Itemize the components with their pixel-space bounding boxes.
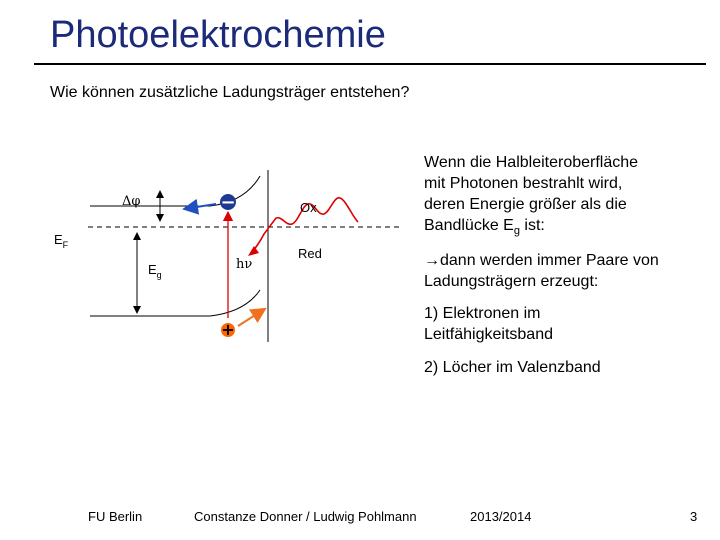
potential-label: Δφ bbox=[122, 194, 141, 209]
footer-authors: Constanze Donner / Ludwig Pohlmann bbox=[194, 509, 417, 524]
consequence-line: Ladungsträgern erzeugt: bbox=[424, 273, 599, 290]
page-title: Photoelektrochemie bbox=[50, 14, 386, 56]
bandgap-label: $E_g$ bbox=[148, 262, 162, 280]
fermi-label: $E_F$ bbox=[54, 232, 69, 250]
list-item-electrons: 1) Elektronen im Leitfähigkeitsband bbox=[424, 305, 553, 343]
explanation-line: Bandlücke $E_g$ ist: bbox=[424, 217, 545, 238]
consequence-line: →dann werden immer Paare von bbox=[424, 252, 659, 269]
arrow-right-icon: → bbox=[424, 252, 440, 269]
electron-sign: − bbox=[220, 192, 236, 213]
title-divider bbox=[34, 63, 706, 65]
hole-sign: + bbox=[221, 320, 235, 339]
photon-energy-label: hν bbox=[236, 257, 253, 272]
footer-term: 2013/2014 bbox=[470, 509, 532, 524]
band-diagram bbox=[40, 150, 420, 350]
valence-band bbox=[90, 290, 260, 316]
oxidized-species-label: Ox bbox=[300, 200, 317, 215]
footer-institution: FU Berlin bbox=[88, 509, 143, 524]
list-item-holes: 2) Löcher im Valenzband bbox=[424, 359, 601, 376]
reduced-species-label: Red bbox=[298, 246, 322, 261]
explanation-text bbox=[424, 152, 638, 242]
explanation-line: mit Photonen bestrahlt wird, bbox=[424, 175, 623, 192]
explanation-line: Wenn die Halbleiteroberfläche bbox=[424, 154, 639, 171]
hole-arrow bbox=[238, 312, 260, 326]
slide-subtitle: Wie können zusätzliche Ladungsträger entstehen? bbox=[50, 84, 410, 101]
explanation-line: deren Energie größer als die bbox=[424, 196, 627, 213]
photon-wave-head bbox=[248, 246, 259, 256]
page-number: 3 bbox=[690, 509, 698, 524]
consequence-text bbox=[424, 250, 659, 292]
